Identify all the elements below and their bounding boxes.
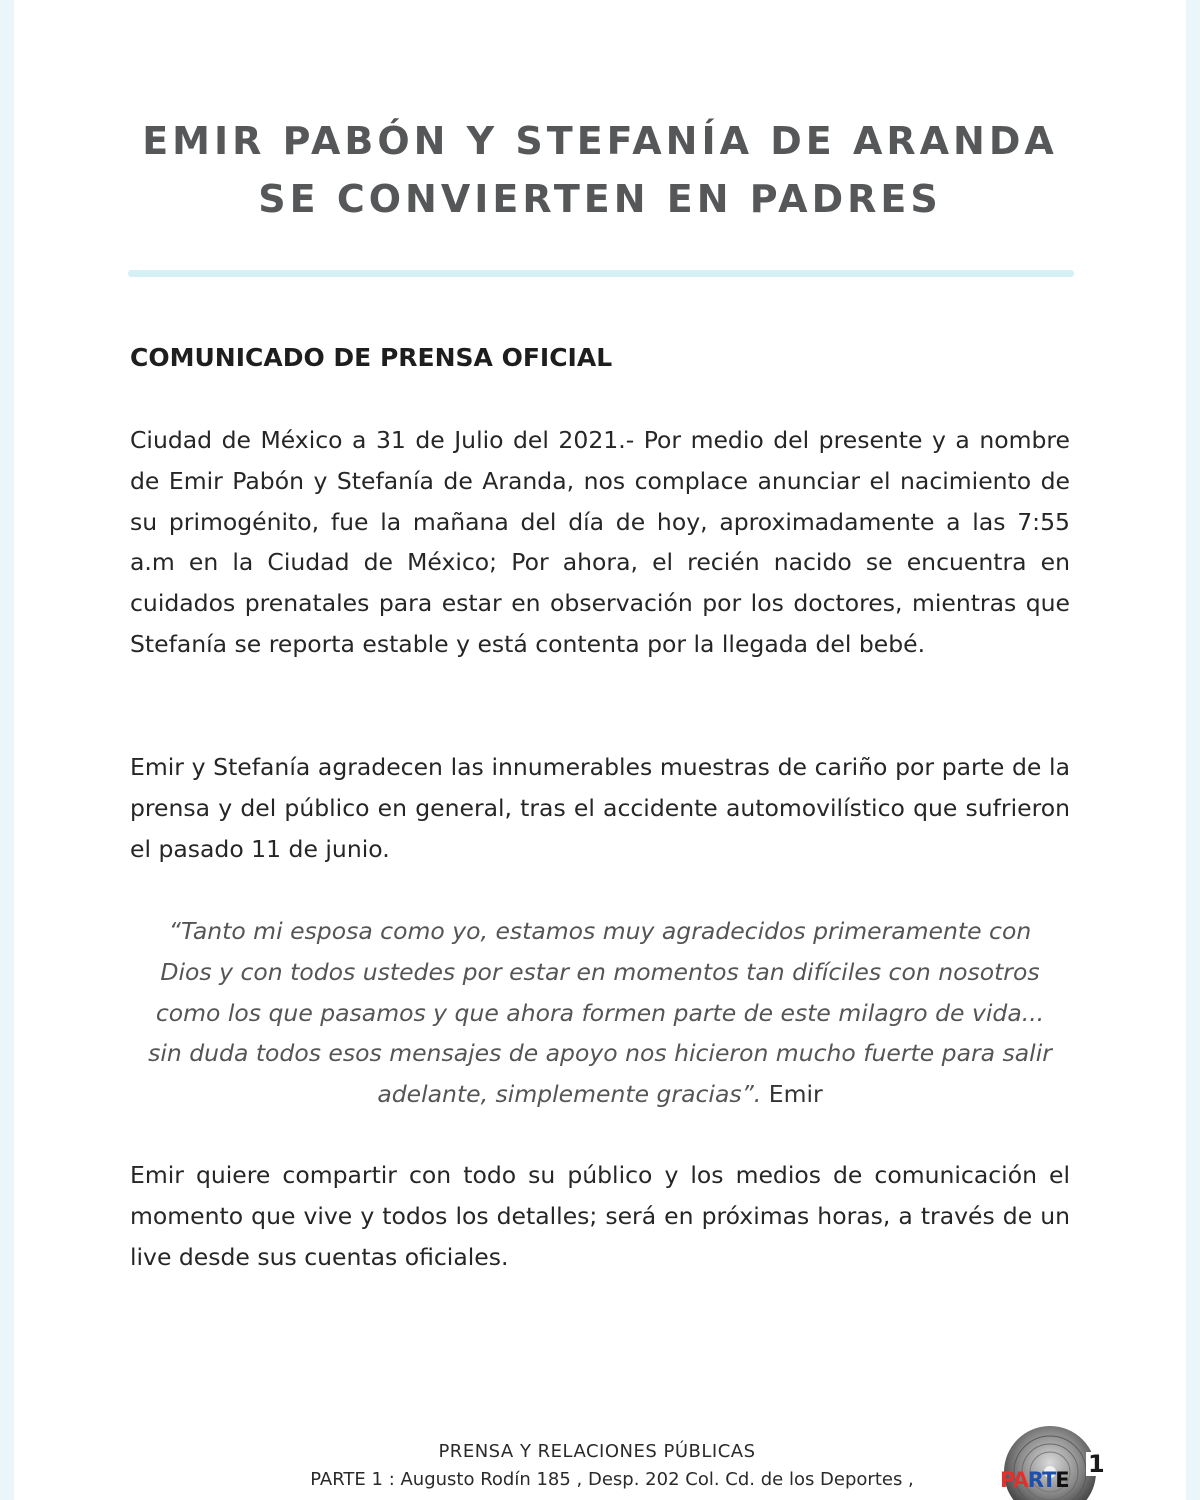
quote-block [140, 911, 1060, 1115]
release-subtitle: COMUNICADO DE PRENSA OFICIAL [130, 343, 613, 372]
title-divider [128, 270, 1074, 277]
paragraph-announcement: Ciudad de México a 31 de Julio del 2021.- Por medio del presente y a nombre de Emir Pabón y Stefanía de Aranda, nos complace anunciar el nacimiento de su primogénito, fue la mañana del día de hoy, aproximadamente a las 7:55 a.m en la Ciudad de México; Por ahora, el recién nacido se encuentra en cuidados prenatales para estar en observación por los doctores, mientras que Stefanía se reporta estable y está contenta por la llegada del bebé. [130, 426, 1070, 658]
logo-letter-r: R [1027, 1468, 1042, 1492]
paragraph-thanks: Emir y Stefanía agradecen las innumerables muestras de cariño por parte de la prensa y del público en general, tras el accidente automovilístico que sufrieron el pasado 11 de junio. [130, 753, 1070, 863]
headline-line-2: SE CONVIERTEN EN PADRES [258, 177, 942, 221]
logo-letter-e: E [1055, 1468, 1069, 1492]
quote-text: “Tanto mi esposa como yo, estamos muy agradecidos primeramente con Dios y con todos ustedes por estar en momentos tan difíciles con nosotros como los que pasamos y que ahora formen parte de este milagro de vida... sin duda todos esos mensajes de apoyo nos hicieron mucho fuerte para salir adelante, simplemente gracias”. [148, 917, 1052, 1109]
logo-letters-pa: PA [1000, 1468, 1028, 1492]
headline [14, 112, 1186, 228]
logo-letter-t: T [1041, 1468, 1056, 1492]
parte-1-logo [1000, 1424, 1105, 1500]
footer-department: PRENSA Y RELACIONES PÚBLICAS [438, 1441, 756, 1462]
headline-line-1: EMIR PABÓN Y STEFANÍA DE ARANDA [142, 119, 1058, 163]
footer-address: PARTE 1 : Augusto Rodín 185 , Desp. 202 Col. Cd. de los Deportes , [310, 1469, 914, 1490]
logo-number: 1 [1088, 1450, 1105, 1478]
logo-wordmark [1000, 1468, 1069, 1492]
press-release-page [14, 0, 1186, 1500]
paragraph-live: Emir quiere compartir con todo su público y los medios de comunicación el momento que vive y todos los detalles; será en próximas horas, a través de un live desde sus cuentas oficiales. [130, 1161, 1070, 1271]
quote-author: Emir [768, 1080, 823, 1109]
